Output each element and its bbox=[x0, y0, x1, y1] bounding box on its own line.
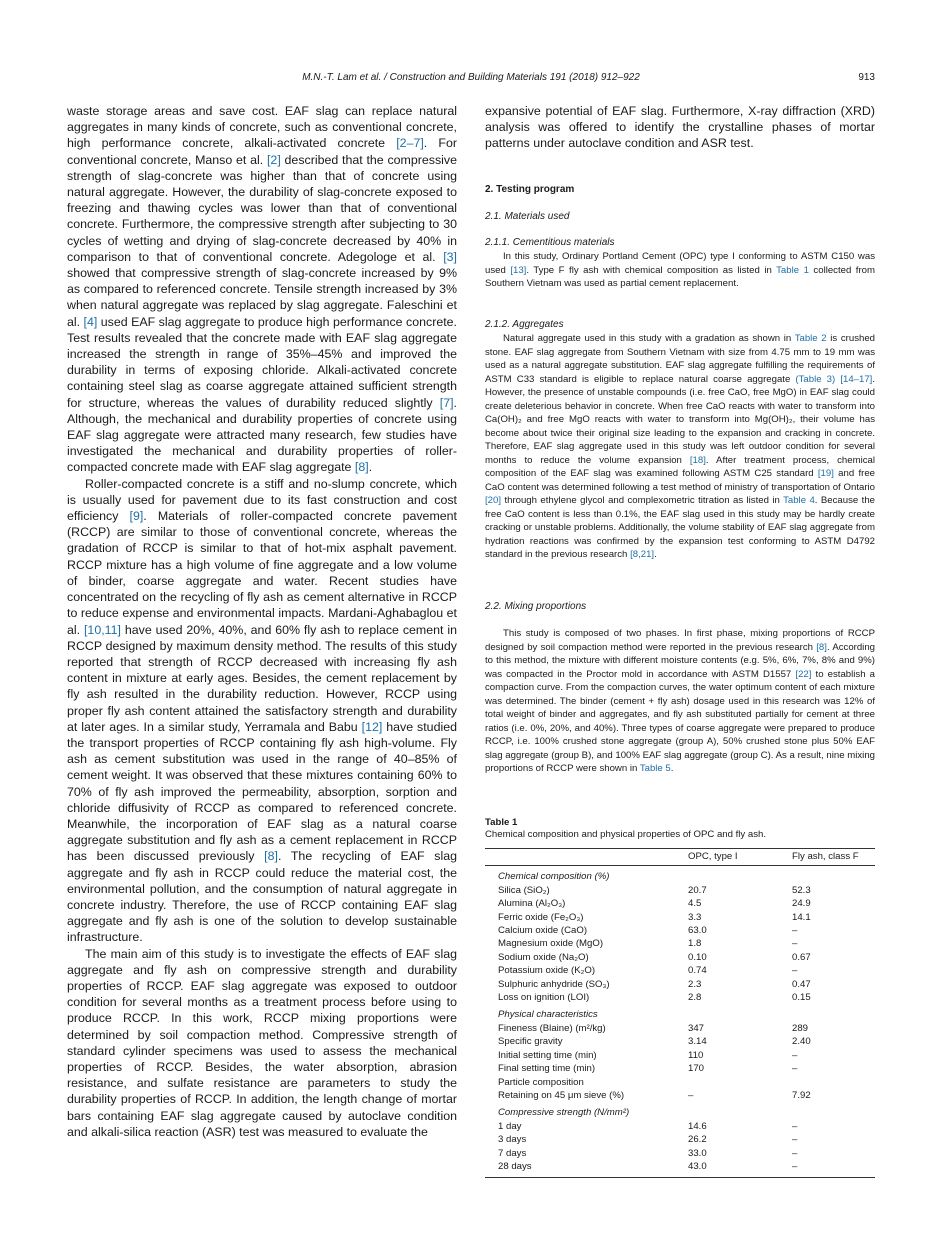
row-label: Ferric oxide (Fe₂O₃) bbox=[498, 911, 584, 923]
table-row bbox=[485, 897, 875, 910]
text-run: waste storage areas and save cost. EAF slag can replace natural aggregates in many kinds of concrete, such as conventional concrete, high performance concrete, alkali-activated concrete bbox=[67, 104, 457, 151]
cell-value: 63.0 bbox=[688, 925, 707, 937]
table-row bbox=[485, 1147, 875, 1160]
row-label: Retaining on 45 μm sieve (%) bbox=[498, 1089, 625, 1101]
paragraph bbox=[67, 103, 457, 476]
cell-value: 43.0 bbox=[688, 1160, 792, 1178]
column-header bbox=[485, 848, 688, 866]
cell-value: 170 bbox=[688, 1063, 705, 1075]
text-run: . Materials of roller-compacted concrete pavement (RCCP) are similar to those of conventional concrete, whereas the gradation of RCCP is similar to that of hot-mix asphalt pavement. RCCP mixture has a high volume of fine aggregate and a low volume of binder, coarse aggregate and water. Recent studies have concentrated on the recycling of fly ash as cement alternative in RCCP to reduce expense and environmental impacts. Mardani-Aghabaglou et al. bbox=[67, 509, 457, 637]
table-row bbox=[485, 1062, 875, 1075]
table-body bbox=[485, 866, 875, 1178]
table-row bbox=[485, 978, 875, 991]
row-label: Fineness (Blaine) (m²/kg) bbox=[498, 1022, 606, 1034]
text-run: . For conventional concrete, Manso et al. bbox=[67, 136, 457, 167]
citation-link[interactable]: [2–7] bbox=[396, 136, 424, 151]
paragraph bbox=[485, 332, 875, 562]
text-run: have used 20%, 40%, and 60% fly ash to replace cement in RCCP designed by maximum density method. The results of this study reported that strength of RCCP decreased with increasing fly ash content in mixture at early ages. Besides, the cement replacement by fly ash resulted in the durability reduction. However, RCCP using proper fly ash content attained the satisfactory strength and durability at later ages. In a similar study, Yerramala and Babu bbox=[67, 622, 457, 734]
text-run: This study is composed of two phases. In first phase, mixing proportions of RCCP designed by soil compaction method were reported in the previous research bbox=[485, 628, 875, 653]
row-label: Sulphuric anhydride (SO₃) bbox=[498, 978, 610, 990]
subsection-heading: 2.2. Mixing proportions bbox=[485, 601, 587, 612]
table-top-rule bbox=[485, 848, 875, 849]
cell-value: 14.1 bbox=[792, 911, 811, 923]
cell-value: – bbox=[792, 1120, 798, 1132]
citation-link[interactable]: [7] bbox=[439, 395, 454, 410]
cell-value: 2.8 bbox=[688, 992, 702, 1004]
paragraph bbox=[67, 946, 457, 1140]
citation-link[interactable]: [14–17] bbox=[840, 373, 873, 385]
cell-value: 0.74 bbox=[688, 965, 707, 977]
text-run: . However, the presence of unstable compounds (i.e. free CaO, free MgO) in EAF slag could create deleterious behavior in concrete. When free CaO reacts with water to transform into Ca(OH)₂ and free MgO reacts with water to transform into Mg(OH)₂, their volume has become about twice their original size leading to the expansion and cracking in concrete. Therefore, EAF slag aggregate used in this study was left outdoor condition for several months to reduce the volume expansion bbox=[485, 373, 875, 466]
text-run: to establish a compaction curve. From the compaction curves, the water optimum content of each mixture was determined. The binder (cement + fly ash) dosage used in this research was 12% of total weight of binder and aggregates, and fly ash substituted partially for cement at three ratios (i.e. 0%, 20%, and 40%). Three types of coarse aggregate were prepared to produce RCCP, i.e. 100% crushed stone aggregate (group A), 50% crushed stone plus 50% EAF slag aggregate (group B), and 100% EAF slag aggregate (group C). As a result, nine mixing proportions of RCCP were shown in bbox=[485, 668, 875, 774]
cell-value bbox=[792, 1076, 875, 1089]
table-row bbox=[485, 884, 875, 897]
table-group-row bbox=[485, 1004, 875, 1021]
cell-value: 20.7 bbox=[688, 884, 707, 896]
row-label: Silica (SiO₂) bbox=[498, 884, 550, 896]
text-run: The main aim of this study is to investigate the effects of EAF slag aggregate and fly ash on compressive strength and durability properties of RCCP. EAF slag aggregate was exposed to outdoor condition for several months as a treatment process before using to produce RCCP. In this work, RCCP mixing proportions were determined by soil compaction method. Compressive strength of standard cylinder specimens was used to assess the mechanical properties of RCCP. Besides, the water absorption, abrasion resistance, and sulfate resistance are parameters to study the durability properties of RCCP. In addition, the length change of mortar bars containing EAF slag aggregate caused by autoclave condition and alkali-silica reaction (ASR) test was measured to evaluate the bbox=[67, 946, 457, 1139]
cell-value: 0.10 bbox=[688, 951, 707, 963]
text-run: . bbox=[368, 460, 373, 475]
cell-value: 0.67 bbox=[792, 951, 811, 963]
left-column bbox=[67, 103, 457, 1140]
section-heading: 2. Testing program bbox=[485, 184, 575, 195]
table-row bbox=[485, 1022, 875, 1035]
citation-link[interactable]: Table 2 bbox=[794, 333, 827, 344]
citation-link[interactable]: [13] bbox=[510, 264, 527, 276]
row-label: Sodium oxide (Na₂O) bbox=[498, 951, 589, 963]
cell-value: 347 bbox=[688, 1022, 705, 1034]
citation-link[interactable]: Table 5 bbox=[639, 763, 671, 774]
subsubsection-heading: 2.1.2. Aggregates bbox=[485, 319, 564, 330]
group-heading: Compressive strength (N/mm²) bbox=[498, 1107, 630, 1119]
citation-link[interactable]: [19] bbox=[817, 468, 834, 479]
cell-value: – bbox=[792, 1063, 798, 1075]
text-run: used EAF slag aggregate to produce high performance concrete. Test results revealed that the concrete made with EAF slag aggregate increased the strength in range of 35%–45% and improved the durability in terms of exposing chloride. Alkali-activated concrete containing steel slag as coarse aggregate attained sufficient strength for structure, whereas the values of durability reduced slightly bbox=[67, 314, 458, 410]
cell-value: 2.40 bbox=[792, 1036, 811, 1048]
table-row bbox=[485, 964, 875, 977]
cell-value: 1.8 bbox=[688, 938, 702, 950]
table-row bbox=[485, 991, 875, 1004]
text-run: . The recycling of EAF slag aggregate and fly ash in RCCP could reduce the material cost, the environmental pollution, and the consumption of natural aggregate in concrete industry. Therefore, the use of RCCP containing EAF slag aggregate and fly ash is one of the solution to develop sustainable infrastructure. bbox=[67, 849, 457, 945]
table-header-row bbox=[485, 848, 875, 866]
table bbox=[485, 848, 875, 1178]
text-run: . bbox=[654, 549, 657, 560]
table-row bbox=[485, 924, 875, 937]
group-heading: Chemical composition (%) bbox=[498, 871, 610, 883]
running-header bbox=[67, 72, 875, 88]
paragraph bbox=[485, 627, 875, 776]
cell-value bbox=[688, 1076, 792, 1089]
table-group-row bbox=[485, 866, 875, 884]
text-run: described that the compressive strength of slag-concrete was higher than that of concrete using natural aggregate. However, the durability of slag-concrete exposed to freezing and thawing cycles was lower than that of conventional concrete. Furthermore, the compressive strength after subjecting to 30 cycles of wetting and drying of slag-concrete decreased by 40% in comparison to that of conventional concrete. Adegologe et al. bbox=[67, 152, 457, 264]
citation-link[interactable]: [20] bbox=[485, 495, 502, 506]
cell-value: – bbox=[792, 1049, 798, 1061]
text-run: . bbox=[670, 763, 674, 774]
citation-link[interactable]: [12] bbox=[361, 719, 383, 734]
table-row bbox=[485, 951, 875, 964]
cell-value: 4.5 bbox=[688, 898, 702, 910]
row-label: Magnesium oxide (MgO) bbox=[498, 938, 604, 950]
row-label: Initial setting time (min) bbox=[498, 1049, 597, 1061]
citation-link[interactable]: [8] bbox=[354, 460, 369, 475]
text-run: Roller-compacted concrete is a stiff and no-slump concrete, which is usually used for pavement due to its fast construction and cost efficiency bbox=[67, 476, 457, 524]
cell-value: 0.47 bbox=[792, 978, 811, 990]
text-run: through ethylene glycol and complexometric titration as listed in bbox=[501, 495, 784, 506]
table-row bbox=[485, 1089, 875, 1102]
row-label: Particle composition bbox=[498, 1076, 584, 1088]
text-run: . Type F fly ash with chemical composition as listed in bbox=[526, 264, 777, 276]
subsubsection-heading: 2.1.1. Cementitious materials bbox=[485, 237, 615, 248]
text-run: showed that compressive strength of slag-concrete increased by 9% as compared to referenced concrete. Tensile strength increased by 3% when natural aggregate was replaced by slag aggregate. Faleschini et al. bbox=[67, 266, 457, 329]
table-row bbox=[485, 1120, 875, 1133]
citation-link[interactable]: [10,11] bbox=[83, 622, 121, 637]
text-run: collected from Southern Vietnam was used as partial cement replacement. bbox=[485, 264, 875, 289]
cell-value: 7.92 bbox=[792, 1089, 811, 1101]
cell-value: 33.0 bbox=[688, 1147, 707, 1159]
cell-value: – bbox=[688, 1089, 694, 1101]
column-header: Fly ash, class F bbox=[792, 848, 875, 866]
table-caption: Chemical composition and physical properties of OPC and fly ash. bbox=[485, 829, 767, 840]
table-row bbox=[485, 1133, 875, 1146]
cell-value: – bbox=[792, 1160, 875, 1178]
cell-value: 2.3 bbox=[688, 978, 702, 990]
page-number: 913 bbox=[858, 72, 875, 83]
citation-link[interactable]: [8] bbox=[816, 641, 827, 653]
cell-value: – bbox=[792, 965, 798, 977]
cell-value: 26.2 bbox=[688, 1134, 707, 1146]
cell-value: 3.3 bbox=[688, 911, 702, 923]
text-run: . After treatment process, chemical composition of the EAF slag was examined following ASTM C25 standard bbox=[485, 454, 875, 479]
cell-value: – bbox=[792, 925, 798, 937]
citation-link[interactable]: Table 4 bbox=[783, 495, 815, 506]
citation-link[interactable]: (Table 3) bbox=[795, 373, 836, 385]
cell-value: – bbox=[792, 1134, 798, 1146]
table-row bbox=[485, 911, 875, 924]
group-heading: Physical characteristics bbox=[498, 1009, 598, 1021]
text-run: . According to this method, the mixture with different moisture contents (e.g. 5%, 6%, 7%, 8% and 9%) was compacted in the Proctor mold in accordance with ASTM D1557 bbox=[485, 641, 875, 680]
row-label: Specific gravity bbox=[498, 1036, 563, 1048]
cell-value: 24.9 bbox=[792, 898, 811, 910]
row-label: Final setting time (min) bbox=[498, 1063, 596, 1075]
text-run: is crushed stone. EAF slag aggregate from Southern Vietnam with size from 4.75 mm to 19 mm was used as a natural aggregate substitution. EAF slag aggregate fulfilling the requirements of ASTM C33 standard is eligible to replace natural coarse aggregate bbox=[485, 333, 876, 385]
row-label: 28 days bbox=[485, 1160, 688, 1178]
table-group-row bbox=[485, 1102, 875, 1119]
row-label: 7 days bbox=[498, 1147, 527, 1159]
citation-link[interactable]: [22] bbox=[795, 668, 812, 680]
text-run: In this study, Ordinary Portland Cement (OPC) type I conforming to ASTM C150 was used bbox=[485, 251, 875, 276]
cell-value: 3.14 bbox=[688, 1036, 707, 1048]
cell-value: 110 bbox=[688, 1049, 704, 1061]
citation-link[interactable]: [9] bbox=[129, 509, 144, 524]
cell-value: 52.3 bbox=[792, 884, 811, 896]
subsection-heading: 2.1. Materials used bbox=[485, 211, 570, 222]
row-label: 3 days bbox=[498, 1134, 527, 1146]
citation-link[interactable]: [4] bbox=[83, 314, 98, 329]
citation-link[interactable]: [8,21] bbox=[630, 549, 655, 560]
row-label: Alumina (Al₂O₃) bbox=[498, 898, 566, 910]
row-label: Loss on ignition (LOI) bbox=[498, 992, 590, 1004]
paragraph: expansive potential of EAF slag. Furthermore, X-ray diffraction (XRD) analysis was offered to identify the crystalline phases of mortar patterns under autoclave condition and ASR test. bbox=[485, 104, 875, 151]
citation-link[interactable]: [18] bbox=[689, 454, 706, 466]
cell-value: – bbox=[792, 938, 798, 950]
row-label: Calcium oxide (CaO) bbox=[498, 925, 588, 937]
row-label: 1 day bbox=[498, 1120, 522, 1132]
citation-link[interactable]: [8] bbox=[264, 849, 278, 864]
table-row bbox=[485, 1035, 875, 1048]
citation-link[interactable]: [3] bbox=[443, 249, 457, 264]
table-label: Table 1 bbox=[485, 817, 518, 828]
paragraph bbox=[67, 476, 457, 946]
citation-link[interactable]: [2] bbox=[266, 152, 281, 167]
table-row bbox=[485, 1049, 875, 1062]
text-run: . Although, the mechanical and durability properties of concrete using EAF slag aggregate were attracted many research, few studies have investigated the mechanical and durability properties of roller-compacted concrete made with EAF slag aggregate bbox=[67, 395, 457, 475]
text-run: Natural aggregate used in this study with a gradation as shown in bbox=[503, 333, 795, 344]
cell-value: 14.6 bbox=[688, 1120, 707, 1132]
row-label: Potassium oxide (K₂O) bbox=[498, 965, 596, 977]
cell-value: 289 bbox=[792, 1022, 809, 1034]
table-row bbox=[485, 1160, 875, 1178]
citation-link[interactable]: Table 1 bbox=[776, 264, 809, 276]
table-row bbox=[485, 1076, 875, 1089]
text-run: and free CaO content was determined following a test method of ministry of transportation of Ontario bbox=[485, 468, 875, 493]
cell-value: 0.15 bbox=[792, 992, 811, 1004]
paragraph bbox=[485, 250, 875, 291]
column-header: OPC, type I bbox=[688, 848, 792, 866]
text-run: . Because the free CaO content is less than 0.1%, the EAF slag used in this study may be hardly create cracking or unstable problems. Additionally, the volume stability of EAF slag aggregate from hydration reactions was confirmed by the expansion test conforming to ASTM D4792 standard in the previous research bbox=[485, 495, 875, 560]
table-row bbox=[485, 937, 875, 950]
journal-citation: M.N.-T. Lam et al. / Construction and Building Materials 191 (2018) 912–922 bbox=[302, 72, 640, 83]
text-run: have studied the transport properties of RCCP containing fly ash high-volume. Fly ash as cement substitution was used in the range of 40–85% of cement weight. It was observed that these mixtures containing 60% to 70% of fly ash improved the permeability, absorption, sorption and chloride diffusivity of RCCP as compared to referenced concrete. Meanwhile, the incorporation of EAF slag as a natural coarse aggregate substitution and fly ash as a cement replacement in RCCP has been discussed previously bbox=[67, 719, 458, 864]
cell-value: – bbox=[792, 1147, 798, 1159]
